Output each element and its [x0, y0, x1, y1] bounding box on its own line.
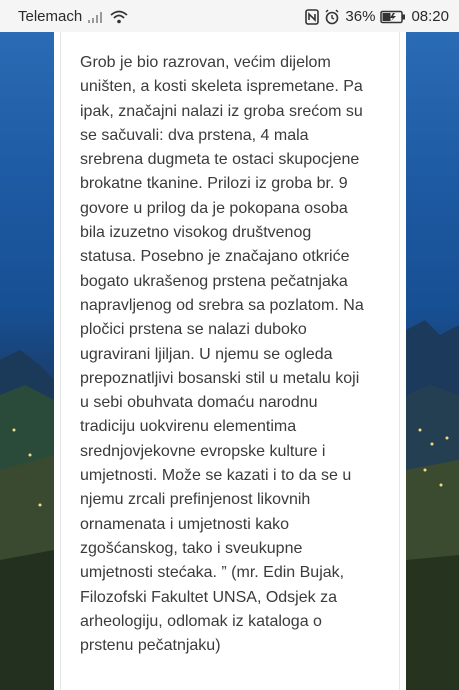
article-line: arheologiju, odlomak iz kataloga o	[80, 612, 322, 630]
article-line: statusa. Posebno je značajano otkriće	[80, 248, 350, 266]
article-body	[80, 51, 385, 658]
article-line: srebrena dugmeta te ostaci skupocjene	[80, 151, 360, 169]
status-right	[305, 7, 449, 24]
article-line: Filozofski Fakultet UNSA, Odsjek za	[80, 588, 337, 606]
alarm-icon	[324, 7, 340, 24]
article-line: tradiciju uokvirenu elementima	[80, 418, 297, 436]
article-line: prstenu pečatnjaku)	[80, 637, 221, 655]
article-line: Grob je bio razrovan, većim dijelom	[80, 54, 331, 71]
status-left	[18, 8, 128, 25]
article-line: bogato ukrašenog prstena pečatnjaka	[80, 272, 348, 290]
article-line: ugravirani ljiljan. U njemu se ogleda	[80, 345, 333, 363]
article-line: ipak, značajni nalazi iz groba srećom su	[80, 102, 363, 120]
status-bar	[0, 0, 459, 32]
clock-time: 08:20	[411, 7, 449, 25]
article-line: pločici prstena se nalazi duboko	[80, 321, 307, 339]
article-line: zgošćanskog, tako i sveukupne	[80, 539, 303, 557]
wifi-icon	[110, 8, 128, 25]
article-line: umjetnosti. Može se kazati i to da se u	[80, 467, 352, 485]
carrier-name: Telemach	[18, 7, 83, 25]
nfc-icon	[305, 7, 319, 24]
signal-icon	[88, 8, 104, 25]
article-line: ornamenata i umjetnosti kako	[80, 515, 289, 533]
article-line: njemu zrcali prefinjenost likovnih	[80, 491, 311, 509]
article-line: umjetnosti stećaka. ” (mr. Edin Bujak,	[80, 564, 345, 582]
battery-percent: 36%	[345, 7, 376, 25]
article-line: brokatne tkanine. Prilozi iz groba br. 9	[80, 175, 348, 193]
battery-charging-icon	[380, 8, 406, 25]
article-line: se sačuvali: dva prstena, 4 mala	[80, 126, 309, 144]
article-line: napravljenog od srebra sa pozlatom. Na	[80, 296, 364, 314]
article-line: bila izuzetno visokog društvenog	[80, 224, 312, 242]
article-line: govore u prilog da je pokopana osoba	[80, 199, 348, 217]
article-line: u sebi obuhvata domaću narodnu	[80, 394, 318, 412]
article-line: srednjovjekovne evropske kulture i	[80, 442, 326, 460]
article-line: prepoznatljivi bosanski stil u metalu koji	[80, 369, 360, 387]
article-line: uništen, a kosti skeleta ispremetane. Pa	[80, 78, 363, 96]
